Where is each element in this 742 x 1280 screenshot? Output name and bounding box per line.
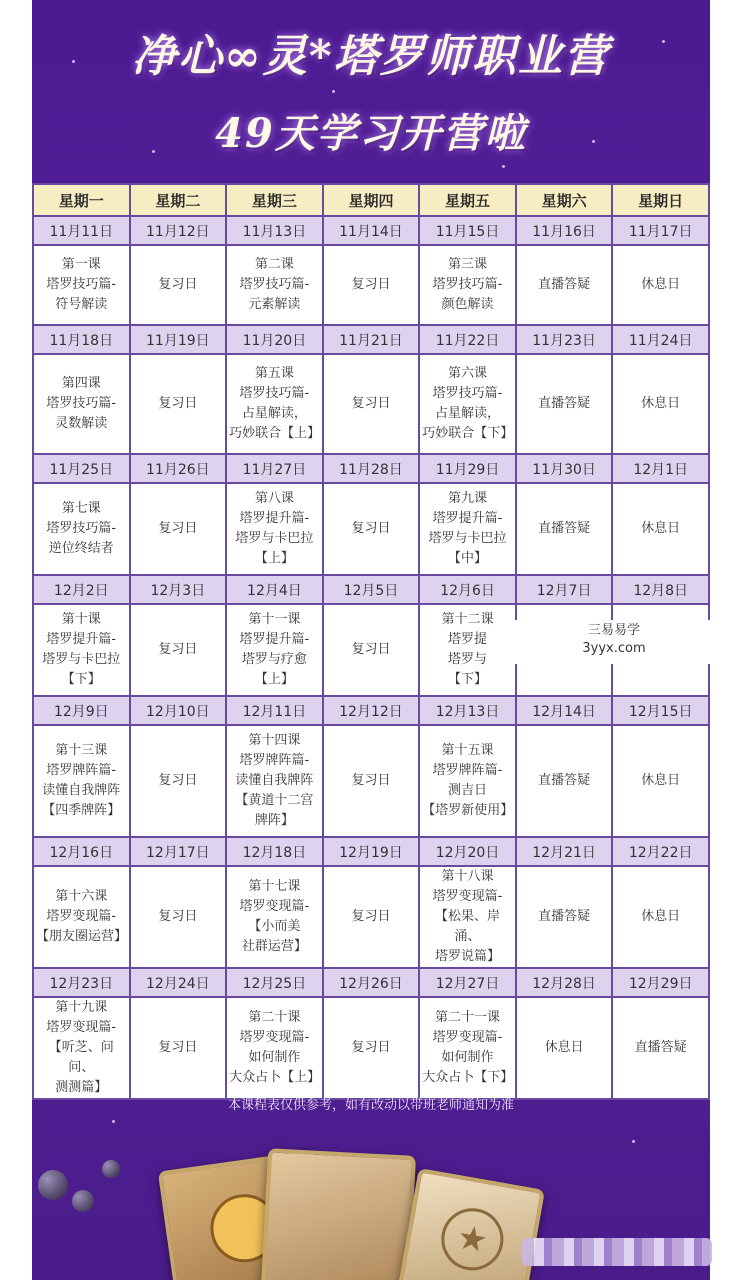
lesson-text: 元素解读 [248,297,301,312]
lesson-text: 塔罗技巧篇- [46,396,117,411]
weekday-header: 星期二 [130,184,227,216]
lesson-text: 复习日 [158,909,198,924]
date-cell: 12月19日 [323,837,420,866]
watermark-name: 三易易学 [587,623,640,638]
date-cell: 12月17日 [130,837,227,866]
date-cell: 11月22日 [419,325,516,354]
date-cell: 11月12日 [130,216,227,245]
lesson-cell [226,245,323,325]
lesson-text: 塔罗与卡巴拉 [42,652,121,667]
lesson-cell [419,997,516,1099]
date-row [33,968,709,997]
weekday-header: 星期一 [33,184,130,216]
lesson-text: 第九课 [448,491,488,506]
date-cell: 12月8日 [612,575,709,604]
lesson-cell [130,245,227,325]
lesson-row [33,483,709,575]
title-line-1: 净心∞灵*塔罗师职业营 [132,31,610,82]
lesson-text: 复习日 [351,521,391,536]
lesson-text: 第八课 [254,491,294,506]
date-cell: 12月3日 [130,575,227,604]
lesson-text: 塔罗提升篇- [239,632,310,647]
lesson-text: 直播答疑 [538,909,591,924]
lesson-text: 测测篇】 [55,1080,108,1095]
lesson-cell [516,725,613,837]
lesson-cell [226,997,323,1099]
lesson-text: 直播答疑 [538,277,591,292]
lesson-row [33,354,709,454]
lesson-cell [130,354,227,454]
lesson-text: 【中】 [448,551,488,566]
date-cell: 11月23日 [516,325,613,354]
lesson-row [33,866,709,968]
lesson-text: 直播答疑 [538,396,591,411]
lesson-text: 【松果、岸涌、 [435,909,501,944]
lesson-text: 【上】 [254,672,294,687]
lesson-text: 【上】 [254,551,294,566]
weekday-header: 星期五 [419,184,516,216]
lesson-text: 塔罗变现篇- [46,909,117,924]
lesson-text: 【下】 [61,672,101,687]
date-cell: 12月27日 [419,968,516,997]
date-cell: 12月12日 [323,696,420,725]
lesson-text: 巧妙联合【上】 [229,426,321,441]
date-cell: 12月24日 [130,968,227,997]
date-cell: 11月30日 [516,454,613,483]
lesson-text: 休息日 [641,521,681,536]
lesson-text: 第二课 [254,257,294,272]
lesson-text: 【黄道十二宫 [235,793,314,808]
lesson-cell [516,354,613,454]
date-cell: 11月25日 [33,454,130,483]
lesson-text: 大众占卜【上】 [229,1070,321,1085]
date-cell: 12月26日 [323,968,420,997]
lesson-cell [33,725,130,837]
lesson-cell [323,725,420,837]
lesson-text: 塔罗技巧篇- [432,277,503,292]
lesson-text: 复习日 [158,773,198,788]
lesson-text: 塔罗变现篇- [432,889,503,904]
lesson-cell [33,604,130,696]
lesson-text: 塔罗技巧篇- [239,386,310,401]
lesson-cell [226,866,323,968]
lesson-cell [226,483,323,575]
date-cell: 11月19日 [130,325,227,354]
lesson-text: 复习日 [351,909,391,924]
date-row [33,837,709,866]
lesson-cell [419,604,516,696]
date-cell: 11月24日 [612,325,709,354]
lesson-text: 第一课 [61,257,101,272]
lesson-text: 塔罗变现篇- [432,1030,503,1045]
date-cell: 12月22日 [612,837,709,866]
lesson-text: 复习日 [351,277,391,292]
lesson-text: 第十七课 [248,879,301,894]
watermark [514,620,714,664]
date-row [33,575,709,604]
lesson-text: 【小而美 [248,919,301,934]
lesson-text: 牌阵】 [254,813,294,828]
lesson-text: 休息日 [641,396,681,411]
lesson-text: 第二十课 [248,1010,301,1025]
lesson-text: 【朋友圈运营】 [36,929,128,944]
lesson-text: 复习日 [158,642,198,657]
watermark-url: 3yyx.com [582,641,646,656]
lesson-text: 灵数解读 [55,416,108,431]
date-row [33,454,709,483]
lesson-text: 复习日 [351,396,391,411]
lesson-cell [323,604,420,696]
date-cell: 12月20日 [419,837,516,866]
date-row [33,325,709,354]
lesson-text: 【塔罗新使用】 [422,803,514,818]
lesson-text: 颜色解读 [441,297,494,312]
date-cell: 12月18日 [226,837,323,866]
lesson-cell [33,997,130,1099]
lesson-cell [419,483,516,575]
star-decoration [332,90,335,93]
lesson-cell [612,354,709,454]
date-cell: 12月7日 [516,575,613,604]
blurred-strip [522,1238,712,1266]
lesson-text: 第三课 [448,257,488,272]
lesson-text: 塔罗说篇】 [435,949,501,964]
lesson-text: 第十四课 [248,733,301,748]
lesson-text: 符号解读 [55,297,108,312]
lesson-cell [130,604,227,696]
lesson-text: 第十课 [61,612,101,627]
lesson-text: 塔罗与卡巴拉 [235,531,314,546]
date-cell: 11月14日 [323,216,420,245]
lesson-text: 复习日 [158,396,198,411]
weekday-header-row [33,184,709,216]
pentacle-icon: ★ [436,1203,508,1275]
lesson-text: 第十二课 [441,612,494,627]
lesson-text: 塔罗与 [448,652,488,667]
weekday-header: 星期六 [516,184,613,216]
lesson-cell [226,725,323,837]
lesson-cell [419,725,516,837]
lesson-text: 读懂自我牌阵 [42,783,121,798]
lesson-text: 第六课 [448,366,488,381]
lesson-cell [516,483,613,575]
lesson-text: 塔罗技巧篇- [432,386,503,401]
lesson-text: 塔罗变现篇- [239,1030,310,1045]
lesson-cell [130,866,227,968]
date-cell: 12月28日 [516,968,613,997]
lesson-text: 第七课 [61,501,101,516]
date-cell: 11月11日 [33,216,130,245]
lesson-text: 塔罗变现篇- [239,899,310,914]
weekday-header: 星期三 [226,184,323,216]
lesson-row [33,997,709,1099]
lesson-text: 【四季牌阵】 [42,803,121,818]
footer-note: 本课程表仅供参考，如有改动以带班老师通知为准 [227,1098,514,1113]
lesson-cell [516,997,613,1099]
date-cell: 12月23日 [33,968,130,997]
lesson-text: 巧妙联合【下】 [422,426,514,441]
lesson-cell [516,866,613,968]
lesson-text: 休息日 [544,1040,584,1055]
weekday-header: 星期日 [612,184,709,216]
lesson-text: 塔罗提升篇- [46,632,117,647]
date-cell: 12月2日 [33,575,130,604]
lesson-text: 塔罗变现篇- [46,1020,117,1035]
lesson-text: 如何制作 [441,1050,494,1065]
date-cell: 11月29日 [419,454,516,483]
lesson-text: 复习日 [158,521,198,536]
lesson-text: 休息日 [641,909,681,924]
lesson-cell [130,483,227,575]
lesson-cell [323,866,420,968]
lesson-cell [419,245,516,325]
date-cell: 12月16日 [33,837,130,866]
date-cell: 12月13日 [419,696,516,725]
lesson-cell [612,725,709,837]
date-cell: 12月11日 [226,696,323,725]
lesson-cell [226,604,323,696]
lesson-text: 占星解读， [241,406,307,421]
lesson-text: 塔罗技巧篇- [46,277,117,292]
lesson-cell [419,866,516,968]
lesson-cell [33,245,130,325]
lesson-text: 大众占卜【下】 [422,1070,514,1085]
date-cell: 12月29日 [612,968,709,997]
lesson-text: 第四课 [61,376,101,391]
lesson-text: 复习日 [351,1040,391,1055]
lesson-cell [516,245,613,325]
date-cell: 11月28日 [323,454,420,483]
date-cell: 11月26日 [130,454,227,483]
lesson-text: 读懂自我牌阵 [235,773,314,788]
lesson-text: 第十九课 [55,1000,108,1015]
lesson-text: 第十六课 [55,889,108,904]
lesson-cell [33,354,130,454]
star-decoration [112,1120,115,1123]
lesson-text: 塔罗与卡巴拉 [428,531,507,546]
lesson-text: 测吉日 [448,783,488,798]
lesson-text: 塔罗牌阵篇- [432,763,503,778]
lesson-cell [323,245,420,325]
lesson-text: 直播答疑 [538,773,591,788]
lesson-text: 复习日 [158,277,198,292]
lesson-text: 休息日 [641,773,681,788]
date-cell: 12月25日 [226,968,323,997]
tarot-card [260,1148,416,1280]
lesson-text: 休息日 [641,277,681,292]
title-line-2: 49天学习开营啦 [215,110,527,157]
star-decoration [502,165,505,168]
lesson-cell [323,354,420,454]
lesson-text: 社群运营】 [241,939,307,954]
date-cell: 11月17日 [612,216,709,245]
lesson-text: 逆位终结者 [48,541,114,556]
lesson-text: 塔罗技巧篇- [239,277,310,292]
lesson-text: 复习日 [351,642,391,657]
lesson-text: 如何制作 [248,1050,301,1065]
lesson-text: 塔罗提升篇- [432,511,503,526]
lesson-row [33,725,709,837]
lesson-text: 第五课 [254,366,294,381]
date-cell: 11月18日 [33,325,130,354]
date-cell: 11月20日 [226,325,323,354]
date-cell: 12月9日 [33,696,130,725]
lesson-cell [612,245,709,325]
lesson-text: 【听芝、问问、 [48,1040,114,1075]
date-cell: 12月1日 [612,454,709,483]
lesson-text: 第十三课 [55,743,108,758]
crystal-bead [38,1170,68,1200]
lesson-text: 塔罗技巧篇- [46,521,117,536]
lesson-cell [419,354,516,454]
date-cell: 11月15日 [419,216,516,245]
crystal-bead [72,1190,94,1212]
lesson-cell [130,997,227,1099]
lesson-cell [612,997,709,1099]
date-cell: 11月21日 [323,325,420,354]
date-cell: 12月21日 [516,837,613,866]
date-cell: 12月15日 [612,696,709,725]
date-cell: 12月10日 [130,696,227,725]
lesson-text: 第二十一课 [435,1010,501,1025]
lesson-text: 塔罗提升篇- [239,511,310,526]
date-row [33,216,709,245]
lesson-text: 第十一课 [248,612,301,627]
lesson-text: 塔罗与疗愈 [241,652,307,667]
lesson-text: 复习日 [351,773,391,788]
lesson-text: 直播答疑 [538,521,591,536]
lesson-cell [612,483,709,575]
lesson-cell [130,725,227,837]
lesson-text: 塔罗提 [448,632,488,647]
lesson-text: 直播答疑 [634,1040,687,1055]
crystal-bead [102,1160,120,1178]
lesson-text: 【下】 [448,672,488,687]
lesson-cell [33,483,130,575]
date-cell: 12月14日 [516,696,613,725]
date-cell: 12月5日 [323,575,420,604]
lesson-cell [33,866,130,968]
date-row [33,696,709,725]
lesson-cell [612,866,709,968]
star-decoration [632,1140,635,1143]
date-cell: 11月13日 [226,216,323,245]
lesson-text: 占星解读， [435,406,501,421]
date-cell: 11月16日 [516,216,613,245]
lesson-cell [323,483,420,575]
lesson-text: 塔罗牌阵篇- [239,753,310,768]
weekday-header: 星期四 [323,184,420,216]
lesson-cell [226,354,323,454]
lesson-text: 复习日 [158,1040,198,1055]
lesson-text: 塔罗牌阵篇- [46,763,117,778]
date-cell: 12月4日 [226,575,323,604]
date-cell: 12月6日 [419,575,516,604]
lesson-row [33,245,709,325]
lesson-text: 第十五课 [441,743,494,758]
date-cell: 11月27日 [226,454,323,483]
lesson-text: 第十八课 [441,869,494,884]
lesson-cell [323,997,420,1099]
